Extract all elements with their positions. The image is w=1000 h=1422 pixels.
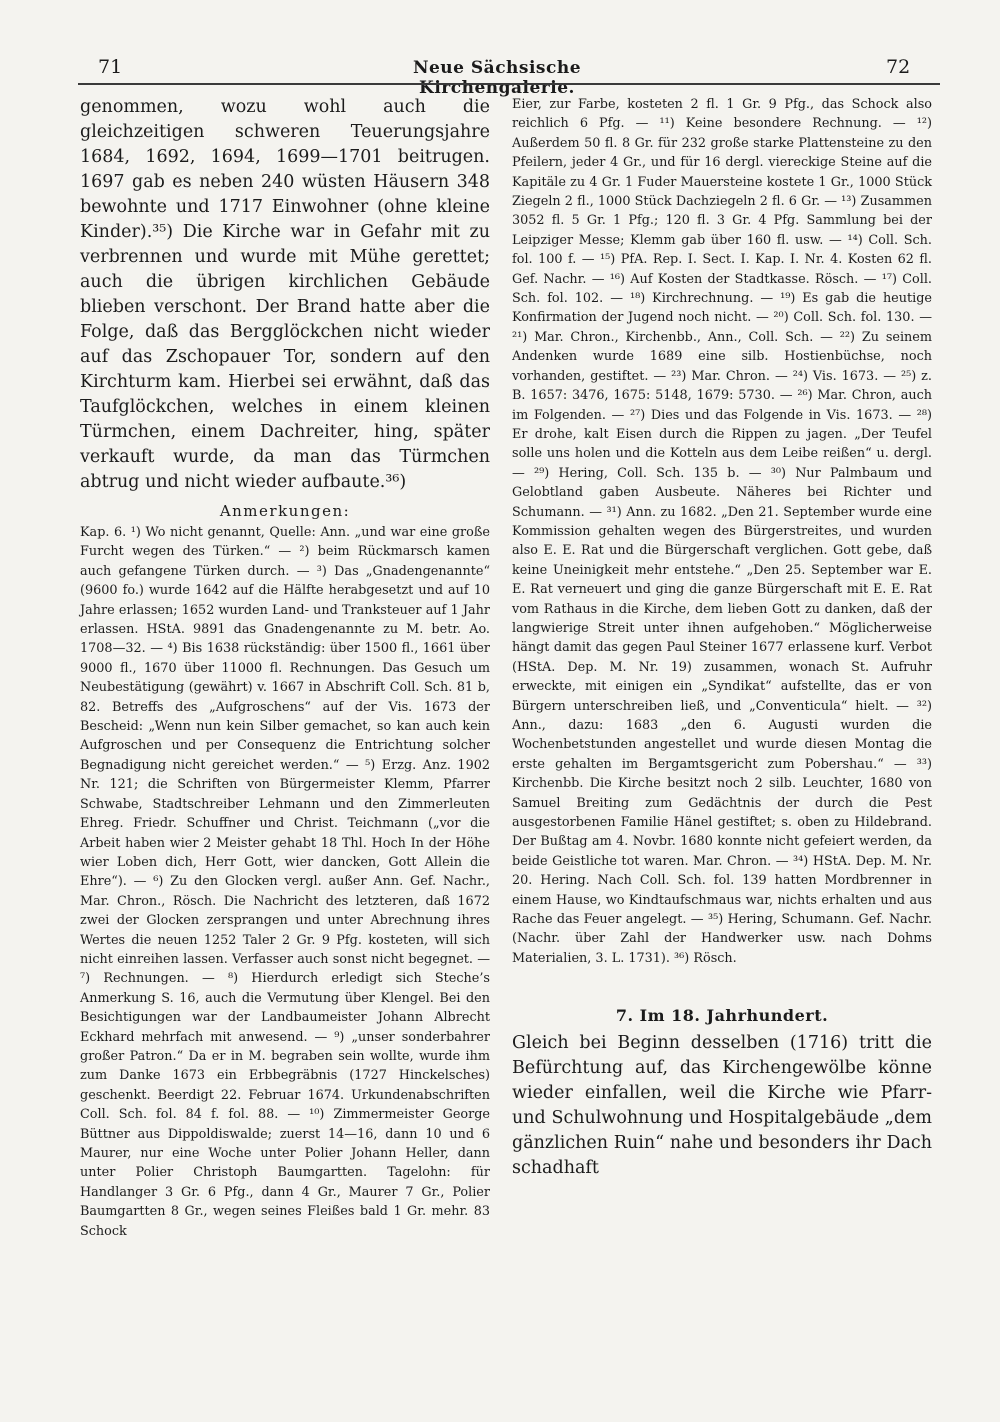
running-title: Neue Sächsische Kirchengalerie. xyxy=(412,58,582,98)
right-column xyxy=(512,95,932,1181)
right-body-text: Gleich bei Beginn desselben (1716) tritt die Befürchtung auf, das Kirchengewölbe könne wieder einfallen, weil die Kirche wie Pfarr- und Schulwohnung und Hospitalgebäude „dem gänzlichen Ruin“ nahe und besonders ihr Dach schadhaft xyxy=(512,1033,932,1179)
left-body-text: genommen, wozu wohl auch die gleichzeitigen schweren Teuerungsjahre 1684, 1692, 1694, 1699—1701 beitrugen. 1697 gab es neben 240 wüsten Häusern 348 bewohnte und 1717 Einwohner (ohne kleine Kinder).³⁵) Die Kirche war in Gefahr mit zu verbrennen und wurde mit Mühe gerettet; auch die übrigen kirchlichen Gebäude blieben verschont. Der Brand hatte aber die Folge, daß das Bergglöckchen nicht wieder auf das Zschopauer Tor, sondern auf den Kirchturm kam. Hierbei sei erwähnt, daß das Taufglöckchen, welches in einem kleinen Türmchen, einem Dachreiter, hing, später verkauft wurde, da man das Türmchen abtrug und nicht wieder aufbaute.³⁶) xyxy=(80,97,490,492)
page-number-right: 72 xyxy=(886,56,911,78)
right-footnotes: Eier, zur Farbe, kosteten 2 fl. 1 Gr. 9 Pfg., das Schock also reichlich 6 Pfg. — ¹¹) Keine besondere Rechnung. — ¹²) Außerdem 50 fl. 8 Gr. für 232 große starke Plattensteine zu den Pfeilern, jeder 4 Gr., und für 16 dergl. viereckige Steine auf die Kapitäle zu 4 Gr. 1 Fuder Mauersteine kostete 1 Gr., 1000 Stück Ziegeln 2 fl., 1000 Stück Dachziegeln 2 fl. 6 Gr. — ¹³) Zusammen 3052 fl. 5 Gr. 1 Pfg.; 120 fl. 3 Gr. 4 Pfg. Sammlung bei der Leipziger Messe; Klemm gab über 160 fl. usw. — ¹⁴) Coll. Sch. fol. 100 f. — ¹⁵) PfA. Rep. I. Sect. I. Kap. I. Nr. 4. Kosten 62 fl. Gef. Nachr. — ¹⁶) Auf Kosten der Stadtkasse. Rösch. — ¹⁷) Coll. Sch. fol. 102. — ¹⁸) Kirchrechnung. — ¹⁹) Es gab die heutige Konfirmation der Jugend noch nicht. — ²⁰) Coll. Sch. fol. 130. — ²¹) Mar. Chron., Kirchenbb., Ann., Coll. Sch. — ²²) Zu seinem Andenken wurde 1689 eine silb. Hostienbüchse, noch vorhanden, gestiftet. — ²³) Mar. Chron. — ²⁴) Vis. 1673. — ²⁵) z. B. 1657: 3476, 1675: 5148, 1679: 5730. — ²⁶) Mar. Chron, auch im Folgenden. — ²⁷) Dies und das Folgende in Vis. 1673. — ²⁸) Er drohe, kalt Eisen durch die Rippen zu jagen. „Der Teufel solle uns holen und die Kotteln aus dem Leibe reißen“ u. dergl. — ²⁹) Hering, Coll. Sch. 135 b. — ³⁰) Nur Palmbaum und Gelobtland gaben Ausbeute. Näheres bei Richter und Schumann. — ³¹) Ann. zu 1682. „Den 21. September wurde eine Kommission gehalten wegen des Bürgerstreites, und wurden also E. E. Rat und die Bürgerschaft verglichen. Gott gebe, daß keine Uneinigkeit mehr entstehe.“ „Den 25. September war E. E. Rat verneuert und ging die ganze Bürgerschaft mit E. E. Rat vom Rathaus in die Kirche, dem lieben Gott zu danken, daß der langwierige Streit unter ihnen aufgehoben.“ Möglicherweise hängt damit das gegen Paul Steiner 1677 erlassene kurf. Verbot (HStA. Dep. M. Nr. 19) zusammen, wonach St. Aufruhr erweckte, mit einigen ein „Syndikat“ aufstellte, das er von Bürgern unterschreiben ließ, und „Conventicula“ hielt. — ³²) Ann., dazu: 1683 „den 6. Augusti wurden die Wochenbetstunden angestellet und wurde diesen Montag die erste gehalten im Bergamtsgericht zum Pobershau.“ — ³³) Kirchenbb. Die Kirche besitzt noch 2 silb. Leuchter, 1680 von Samuel Breiting zum Gedächtnis der durch die Pest ausgestorbenen Familie Hänel gestiftet; s. oben zu Hildebrand. Der Bußtag am 4. Novbr. 1680 konnte nicht gefeiert werden, da beide Geistliche tot waren. Mar. Chron. — ³⁴) HStA. Dep. M. Nr. 20. Hering. Nach Coll. Sch. fol. 139 hatten Mordbrenner in einem Hause, wo Kindtaufschmaus war, nichts erhalten und aus Rache das Feuer angelegt. — ³⁵) Hering, Schumann. Gef. Nachr. (Nachr. über Zahl der Handwerker usw. nach Dohms Materialien, 3. L. 1731). ³⁶) Rösch. xyxy=(512,97,932,966)
left-column xyxy=(80,95,490,1241)
page-number-left: 71 xyxy=(98,56,123,78)
notes-heading: Anmerkungen: xyxy=(219,502,351,520)
section-gap xyxy=(512,968,932,1006)
section-heading: 7. Im 18. Jahrhundert. xyxy=(615,1006,829,1026)
header-rule xyxy=(78,83,940,85)
left-footnotes: Kap. 6. ¹) Wo nicht genannt, Quelle: Ann. „und war eine große Furcht wegen des Türken.“ — ²) beim Rückmarsch kamen auch gefangene Türken durch. — ³) Das „Gnadengenannte“ (9600 fo.) wurde 1642 auf die Hälfte herabgesetzt und auf 10 Jahre erlassen; 1652 wurden Land- und Tranksteuer auf 1 Jahr erlassen. HStA. 9891 das Gnadengenannte zu M. betr. Ao. 1708—32. — ⁴) Bis 1638 rückständig: über 1500 fl., 1661 über 9000 fl., 1670 über 11000 fl. Rechnungen. Das Gesuch um Neubestätigung (gewährt) v. 1667 in Abschrift Coll. Sch. 81 b, 82. Betreffs des „Aufgroschens“ auf der Vis. 1673 der Bescheid: „Wenn nun kein Silber gemachet, so kan auch kein Aufgroschen und per Consequenz die Entrichtung solcher Begnadigung nicht gereichet werden.“ — ⁵) Erzg. Anz. 1902 Nr. 121; die Schriften von Bürgermeister Klemm, Pfarrer Schwabe, Stadtschreiber Lehmann und den Zimmerleuten Ehreg. Friedr. Schuffner und Christ. Teichmann („vor die Arbeit haben wier 2 Meister gehabt 18 Thl. Hoch In der Höhe wier Loben dich, Herr Gott, wier dancken, Gott Allein die Ehre“). — ⁶) Zu den Glocken vergl. außer Ann. Gef. Nachr., Mar. Chron., Rösch. Die Nachricht des letzteren, daß 1672 zwei der Glocken zersprangen und unter Abrechnung ihres Wertes die neuen 1252 Taler 2 Gr. 9 Pfg. kosteten, will sich nicht einreihen lassen. Verfasser auch sonst nicht begegnet. — ⁷) Rechnungen. — ⁸) Hierdurch erledigt sich Steche’s Anmerkung S. 16, auch die Vermutung über Klengel. Bei den Besichtigungen war der Landbaumeister Johann Albrecht Eckhard mehrfach mit anwesend. — ⁹) „unser sonderbahrer großer Patron.“ Da er in M. begraben sein wollte, wurde ihm zum Danke 1673 ein Erbbegräbnis (1727 Hinckelsches) geschenkt. Beerdigt 22. Februar 1674. Urkundenabschriften Coll. Sch. fol. 84 f. fol. 88. — ¹⁰) Zimmermeister George Büttner aus Dippoldiswalde; zuerst 14—16, dann 10 und 6 Maurer, nur eine Woche unter Polier Johann Heller, dann unter Polier Christoph Baumgartten. Tagelohn: für Handlanger 3 Gr. 6 Pfg., dann 4 Gr., Maurer 7 Gr., Polier Baumgartten 8 Gr., wegen seines Fleißes bald 1 Gr. mehr. 83 Schock xyxy=(80,525,490,1239)
